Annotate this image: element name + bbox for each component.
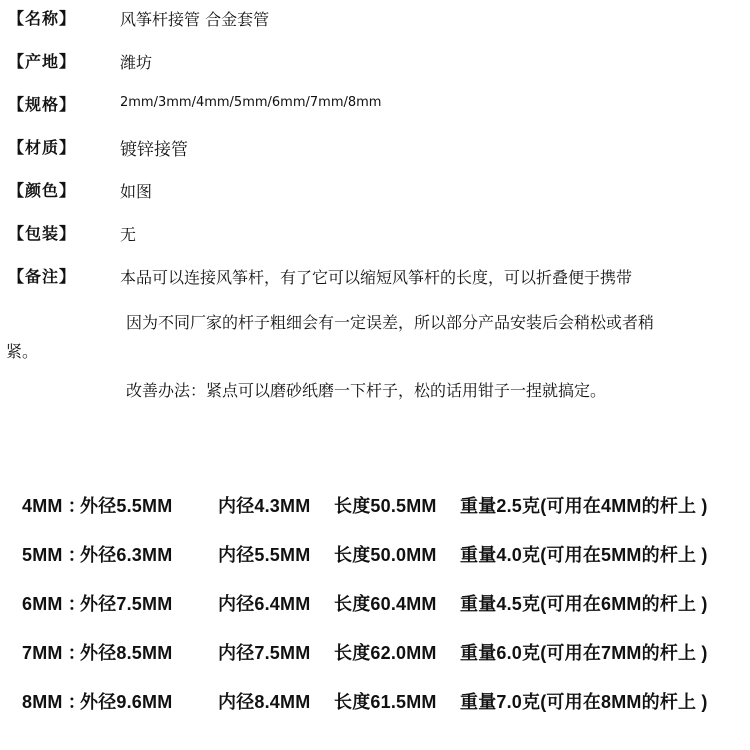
size-row-7mm	[0, 631, 750, 671]
spec-note-line-3: 紧。	[6, 342, 39, 361]
length: 长度60.4MM	[334, 594, 437, 614]
spec-key-name: 【名称】	[8, 9, 77, 28]
spec-row-size	[0, 90, 750, 120]
spec-value-size: 2mm/3mm/4mm/5mm/6mm/7mm/8mm	[120, 95, 382, 110]
size-label: 4MM ：	[22, 496, 86, 516]
size-row-6mm	[0, 582, 750, 622]
spec-row-name	[0, 4, 750, 34]
size-row-4mm	[0, 484, 750, 524]
spec-value-origin: 潍坊	[120, 53, 153, 72]
weight-usage: 重量4.0克(可用在5MM的杆上 )	[460, 545, 708, 565]
spec-row-note	[0, 262, 750, 292]
spec-key-material: 【材质】	[8, 138, 77, 157]
spec-note-line-1: 本品可以连接风筝杆，有了它可以缩短风筝杆的长度，可以折叠便于携带	[120, 268, 633, 287]
spec-value-color: 如图	[120, 182, 153, 201]
spec-note-line-2: 因为不同厂家的杆子粗细会有一定误差，所以部分产品安装后会稍松或者稍	[126, 313, 655, 332]
spec-row-origin	[0, 47, 750, 77]
length: 长度50.0MM	[334, 545, 437, 565]
inner-diameter: 内径7.5MM	[218, 643, 311, 663]
spec-key-origin: 【产地】	[8, 52, 77, 71]
outer-diameter: 外径8.5MM	[80, 643, 173, 663]
weight-usage: 重量4.5克(可用在6MM的杆上 )	[460, 594, 708, 614]
weight-usage: 重量6.0克(可用在7MM的杆上 )	[460, 643, 708, 663]
spec-row-material	[0, 133, 750, 163]
size-label: 5MM ：	[22, 545, 86, 565]
spec-value-material: 镀锌接管	[120, 140, 188, 160]
spec-value-package: 无	[120, 225, 137, 244]
length: 长度62.0MM	[334, 643, 437, 663]
spec-value-name: 风筝杆接管 合金套管	[120, 10, 270, 29]
spec-key-color: 【颜色】	[8, 181, 77, 200]
inner-diameter: 内径8.4MM	[218, 692, 311, 712]
weight-usage: 重量2.5克(可用在4MM的杆上 )	[460, 496, 708, 516]
spec-row-package	[0, 219, 750, 249]
size-label: 7MM ：	[22, 643, 86, 663]
outer-diameter: 外径5.5MM	[80, 496, 173, 516]
spec-key-package: 【包装】	[8, 224, 77, 243]
outer-diameter: 外径9.6MM	[80, 692, 173, 712]
size-label: 8MM ：	[22, 692, 86, 712]
spec-key-note: 【备注】	[8, 267, 77, 286]
inner-diameter: 内径5.5MM	[218, 545, 311, 565]
length: 长度61.5MM	[334, 692, 437, 712]
spec-key-size: 【规格】	[8, 95, 77, 114]
outer-diameter: 外径7.5MM	[80, 594, 173, 614]
outer-diameter: 外径6.3MM	[80, 545, 173, 565]
inner-diameter: 内径6.4MM	[218, 594, 311, 614]
spec-row-color	[0, 176, 750, 206]
size-row-8mm	[0, 680, 750, 720]
weight-usage: 重量7.0克(可用在8MM的杆上 )	[460, 692, 708, 712]
inner-diameter: 内径4.3MM	[218, 496, 311, 516]
length: 长度50.5MM	[334, 496, 437, 516]
spec-note-line-4: 改善办法：紧点可以磨砂纸磨一下杆子，松的话用钳子一捏就搞定。	[126, 381, 607, 400]
size-label: 6MM ：	[22, 594, 86, 614]
size-row-5mm	[0, 533, 750, 573]
